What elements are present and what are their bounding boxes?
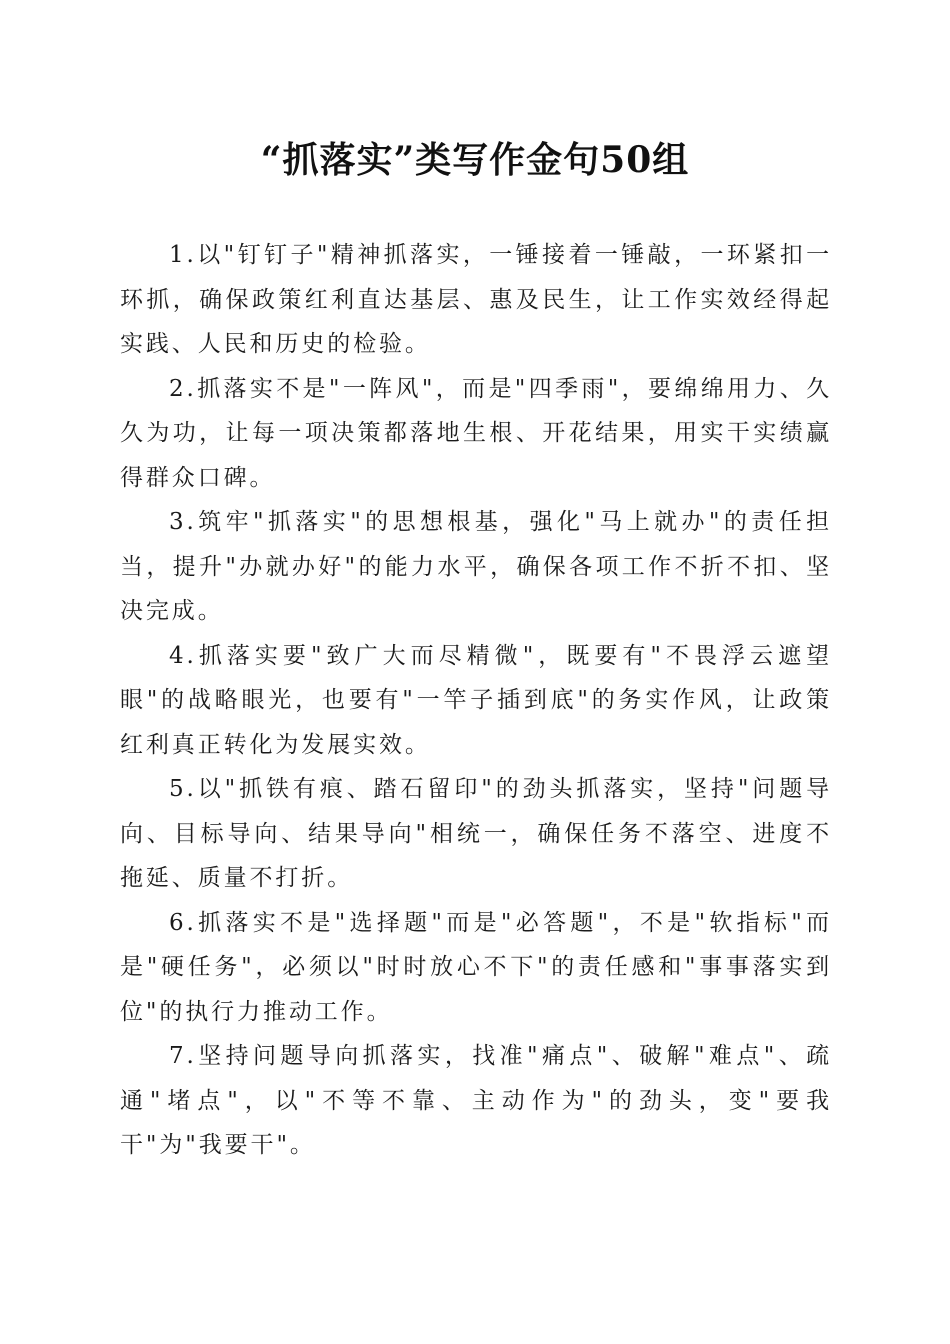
paragraph-6: 6.抓落实不是"选择题"而是"必答题"，不是"软指标"而是"硬任务"，必须以"时时放心不下"的责任感和"事事落实到位"的执行力推动工作。 bbox=[120, 909, 832, 1025]
paragraph-2: 2.抓落实不是"一阵风"，而是"四季雨"，要绵绵用力、久久为功，让每一项决策都落地生根、开花结果，用实干实绩赢得群众口碑。 bbox=[120, 375, 832, 491]
paragraph-7: 7.坚持问题导向抓落实，找准"痛点"、破解"难点"、疏通"堵点"，以"不等不靠、主动作为"的劲头，变"要我干"为"我要干"。 bbox=[120, 1043, 832, 1158]
paragraph-3: 3.筑牢"抓落实"的思想根基，强化"马上就办"的责任担当，提升"办就办好"的能力水平，确保各项工作不折不扣、坚决完成。 bbox=[120, 509, 832, 624]
document-body bbox=[120, 233, 832, 1168]
paragraph-5: 5.以"抓铁有痕、踏石留印"的劲头抓落实，坚持"问题导向、目标导向、结果导向"相统一，确保任务不落空、进度不拖延、质量不打折。 bbox=[120, 776, 832, 891]
document-title: “抓落实”类写作金句50组 bbox=[260, 139, 690, 181]
paragraph-1: 1.以"钉钉子"精神抓落实，一锤接着一锤敲，一环紧扣一环抓，确保政策红利直达基层、惠及民生，让工作实效经得起实践、人民和历史的检验。 bbox=[120, 242, 832, 357]
paragraph-4: 4.抓落实要"致广大而尽精微"，既要有"不畏浮云遮望眼"的战略眼光，也要有"一竿子插到底"的务实作风，让政策红利真正转化为发展实效。 bbox=[120, 642, 832, 758]
